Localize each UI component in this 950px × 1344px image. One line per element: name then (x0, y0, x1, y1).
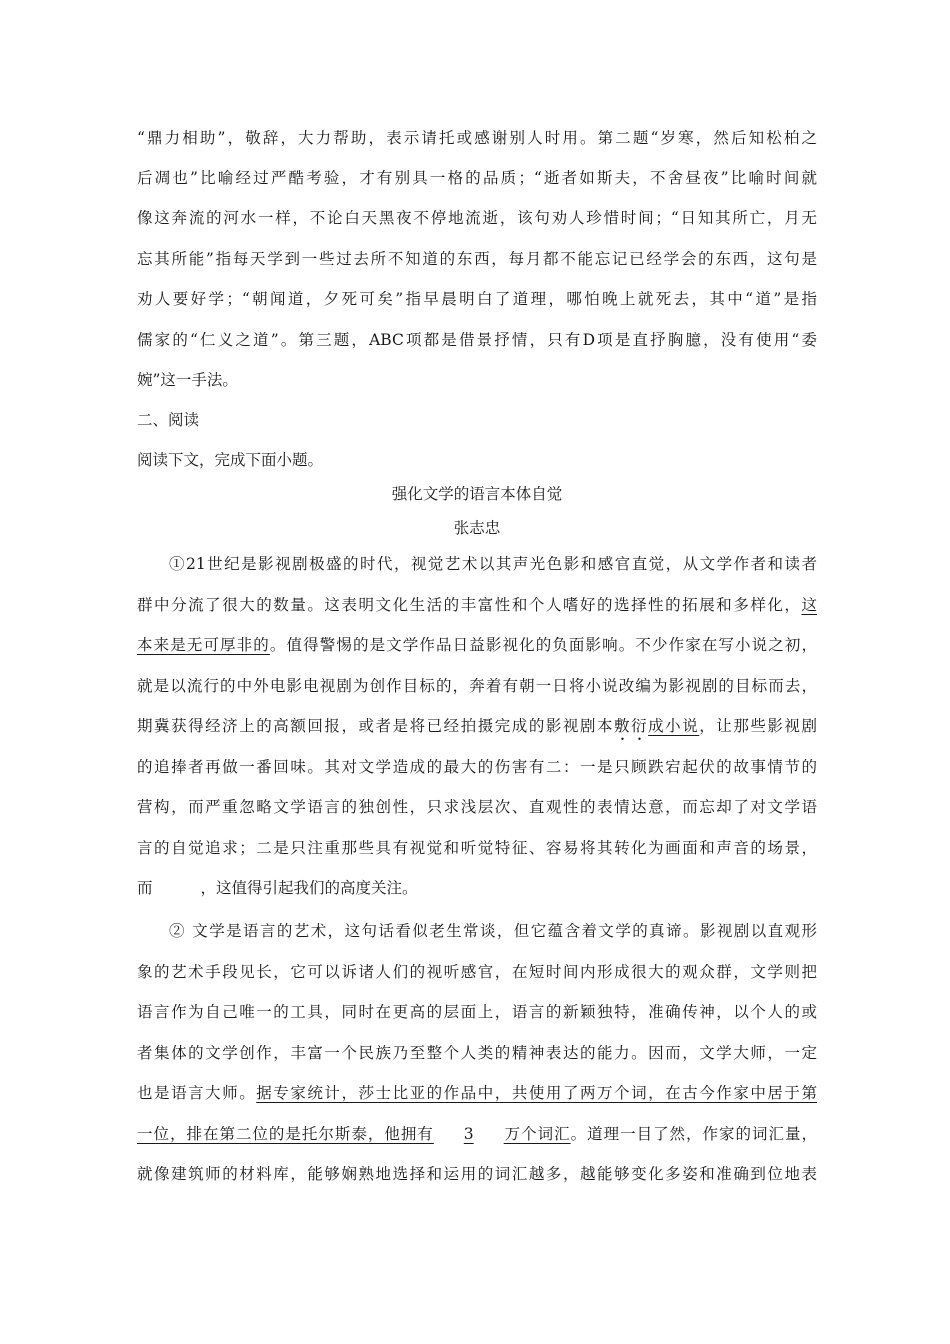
paragraph-1-line (137, 716, 817, 744)
paragraph-1-line (137, 635, 817, 655)
answer-note-line: “鼎力相助”，敬辞，大力帮助，表示请托或感谢别人时用。第二题“岁寒，然后知松柏之 (137, 129, 817, 147)
paragraph-1-line: 言的自觉追求；二是只注重那些具有视觉和听觉特征、容易将其转化为画面和声音的场景， (137, 839, 817, 857)
paragraph-1-line (137, 595, 817, 615)
paragraph-2-line: 象的艺术手段见长，它可以诉诸人们的视听感官，在短时间内形成很大的观众群，文学则把 (137, 963, 817, 981)
word-count-number: 3 (463, 1125, 474, 1143)
paragraph-1-line: ①21世纪是影视剧极盛的时代，视觉艺术以其声光色影和感官直觉，从文学作者和读者 (169, 555, 817, 573)
paragraph-2-line: ② 文学是语言的艺术，这句话看似老生常谈，但它蕴含着文学的真谛。影视剧以直观形 (169, 922, 817, 940)
underlined-phrase: 成小说 (648, 717, 700, 735)
underlined-sentence: 据专家统计，莎士比亚的作品中，共使用了两万个词，在古今作家中居于第 (256, 1084, 817, 1102)
article-title: 强化文学的语言本体自觉 (391, 485, 563, 503)
answer-note-line: 劝人要好学；“朝闻道，夕死可矣”指早晨明白了道理，哪怕晚上就死去，其中“道”是指 (137, 290, 817, 308)
paragraph-text: 也是语言大师。 (137, 1084, 257, 1102)
paragraph-text: ，让那些影视剧 (699, 717, 817, 735)
paragraph-2-line (137, 1083, 817, 1103)
article-author: 张志忠 (453, 519, 501, 537)
underlined-text: 一位，排在第二位的是托尔斯泰，他拥有 (137, 1125, 434, 1143)
underlined-phrase: 本来是无可厚非的 (137, 636, 270, 654)
answer-note-line: 后凋也”比喻经过严酷考验，才有别具一格的品质；“逝者如斯夫，不舍昼夜”比喻时间就 (137, 169, 817, 187)
underlined-text: 万个词汇 (503, 1125, 571, 1143)
answer-note-line: 婉”这一手法。 (137, 371, 238, 389)
answer-note-line: 儒家的“仁义之道”。第三题，ABC项都是借景抒情，只有D项是直抒胸臆，没有使用“委 (137, 331, 817, 349)
paragraph-2-line: 语言作为自己唯一的工具，同时在更高的层面上，语言的新颖独特，准确传神，以个人的或 (137, 1003, 817, 1021)
paragraph-2-line (137, 1124, 817, 1144)
dotted-emphasis-word: 敷衍 (614, 717, 649, 735)
paragraph-1-line (137, 878, 817, 898)
paragraph-1-line: 就是以流行的中外电影电视剧为创作目标的，奔着有朝一日将小说改编为影视剧的目标而去， (137, 677, 817, 695)
paragraph-text: 。道理一目了然，作家的词汇量， (570, 1125, 817, 1143)
paragraph-text: 期冀获得经济上的高额回报，或者是将已经拍摄完成的影视剧本 (137, 717, 615, 735)
answer-note-line: 像这奔流的河水一样，不论白天黑夜不停地流逝，该句劝人珍惜时间；“日知其所亡，月无 (137, 209, 817, 227)
section-heading: 二、阅读 (137, 411, 200, 429)
underlined-sentence (137, 1125, 571, 1143)
answer-note-line: 忘其所能”指每天学到一些过去所不知道的东西，每月都不能忘记已经学会的东西，这句是 (137, 250, 817, 268)
section-instruction: 阅读下文，完成下面小题。 (137, 451, 324, 469)
underlined-phrase: 这 (801, 596, 817, 614)
paragraph-1-line: 营构，而严重忽略文学语言的独创性，只求浅层次、直观性的表情达意，而忘却了对文学语 (137, 798, 817, 816)
paragraph-text: 群中分流了很大的数量。这表明文化生活的丰富性和个人嗜好的选择性的拓展和多样化， (137, 596, 802, 614)
paragraph-text: 而 (137, 879, 153, 897)
paragraph-1-line: 的追捧者再做一番回味。其对文学造成的最大的伤害有二：一是只顾跌宕起伏的故事情节的 (137, 758, 817, 776)
paragraph-2-line: 者集体的文学创作，丰富一个民族乃至整个人类的精神表达的能力。因而，文学大师，一定 (137, 1044, 817, 1062)
paragraph-text: 。值得警惕的是文学作品日益影视化的负面影响。不少作家在写小说之初， (269, 636, 817, 654)
paragraph-text: ，这值得引起我们的高度关注。 (200, 879, 418, 897)
paragraph-2-line: 就像建筑师的材料库，能够娴熟地选择和运用的词汇越多，越能够变化多姿和准确到位地表 (137, 1165, 817, 1183)
